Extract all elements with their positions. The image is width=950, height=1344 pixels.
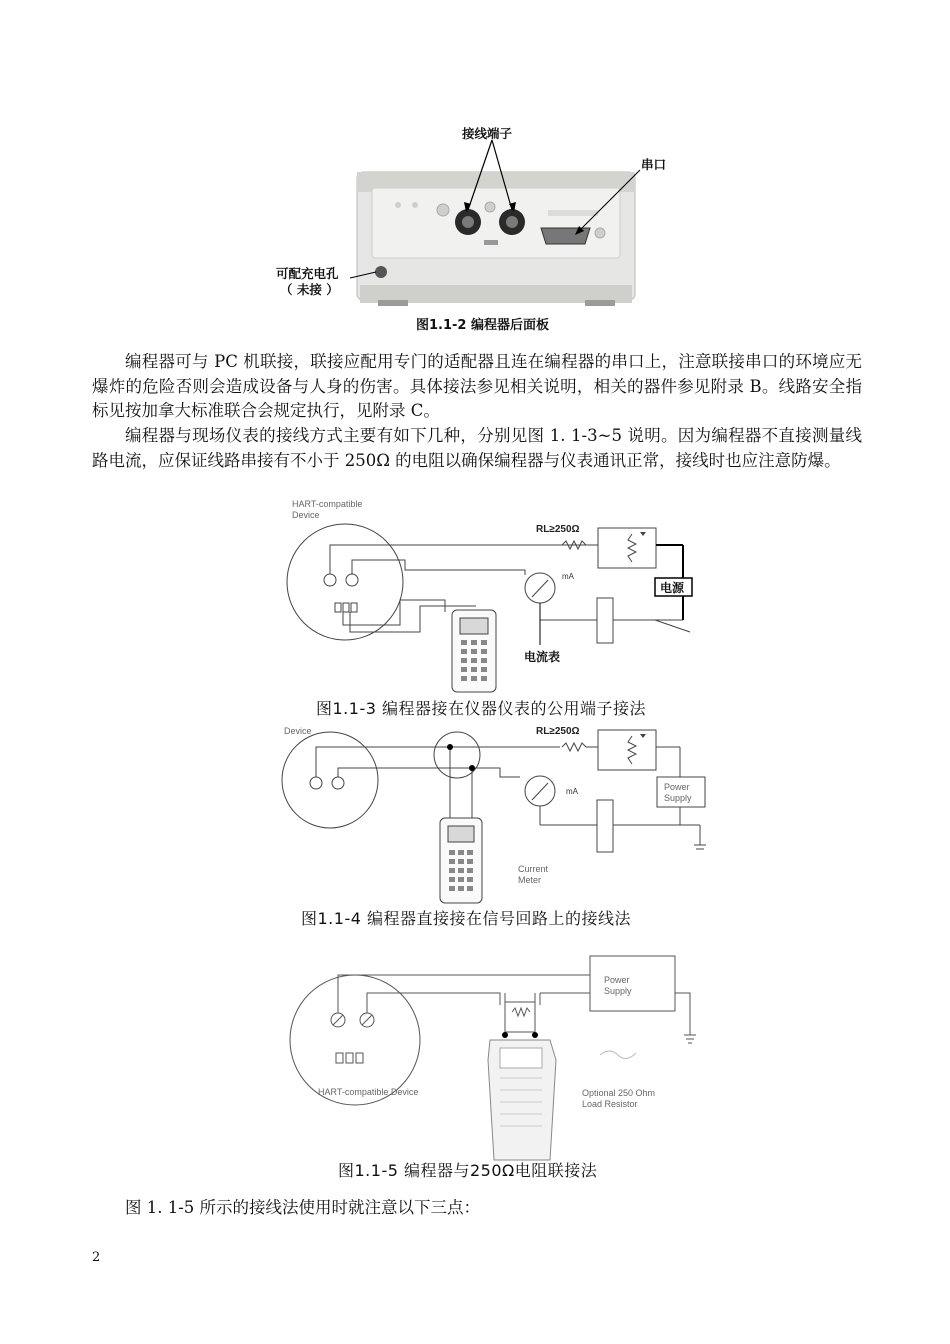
resistor-note: Load Resistor bbox=[582, 1099, 638, 1109]
device-label: HART-compatible Device bbox=[318, 1087, 419, 1097]
figure-caption: 图1.1-4 编程器直接接在信号回路上的接线法 bbox=[301, 909, 631, 928]
resistor-label: RL≥250Ω bbox=[536, 524, 580, 535]
resistor-note: Optional 250 Ohm bbox=[582, 1088, 656, 1098]
current-meter-label: Current bbox=[518, 864, 549, 874]
serial-port-label: 串口 bbox=[641, 157, 667, 172]
paragraph: 图 1. 1-5 所示的接线法使用时就注意以下三点： bbox=[125, 1198, 481, 1217]
milliamp-label: mA bbox=[566, 787, 578, 796]
power-supply-label: Supply bbox=[664, 793, 692, 803]
power-supply-label: Power bbox=[664, 782, 690, 792]
milliamp-label: mA bbox=[562, 572, 574, 581]
charge-hole-label: 可配充电孔 bbox=[276, 266, 339, 281]
device-label: Device bbox=[292, 510, 320, 520]
device-label: Device bbox=[284, 726, 312, 736]
resistor-label: RL≥250Ω bbox=[536, 726, 580, 737]
charge-hole-note: （ 未接 ） bbox=[280, 282, 339, 297]
device-label: HART-compatible bbox=[292, 499, 363, 509]
page-number: 2 bbox=[92, 1250, 101, 1265]
figure-caption: 图1.1-5 编程器与250Ω电阻联接法 bbox=[338, 1161, 598, 1180]
power-supply-label: 电源 bbox=[660, 581, 685, 595]
ammeter-label: 电流表 bbox=[524, 650, 561, 664]
terminals-label: 接线端子 bbox=[462, 126, 513, 141]
figure-caption: 图1.1-3 编程器接在仪器仪表的公用端子接法 bbox=[316, 699, 646, 718]
current-meter-label: Meter bbox=[518, 875, 542, 885]
figure-caption: 图1.1-2 编程器后面板 bbox=[416, 318, 549, 333]
power-supply-label: Supply bbox=[604, 986, 632, 996]
power-supply-label: Power bbox=[604, 975, 630, 985]
paragraph: 编程器可与 PC 机联接，联接应配用专门的适配器且连在编程器的串口上，注意联接串口的环境应无爆炸的危险否则会造成设备与人身的伤害。具体接法参见相关说明，相关的器件参见附录 B。线路安全指标见按加拿大标准联合会规定执行，见附录 C。 bbox=[92, 352, 862, 420]
paragraph: 编程器与现场仪表的接线方式主要有如下几种，分别见图 1. 1-3~5 说明。因为编程器不直接测量线路电流，应保证线路串接有不小于 250Ω 的电阻以确保编程器与仪表通讯正常，接线时也应注意防爆。 bbox=[92, 426, 862, 470]
